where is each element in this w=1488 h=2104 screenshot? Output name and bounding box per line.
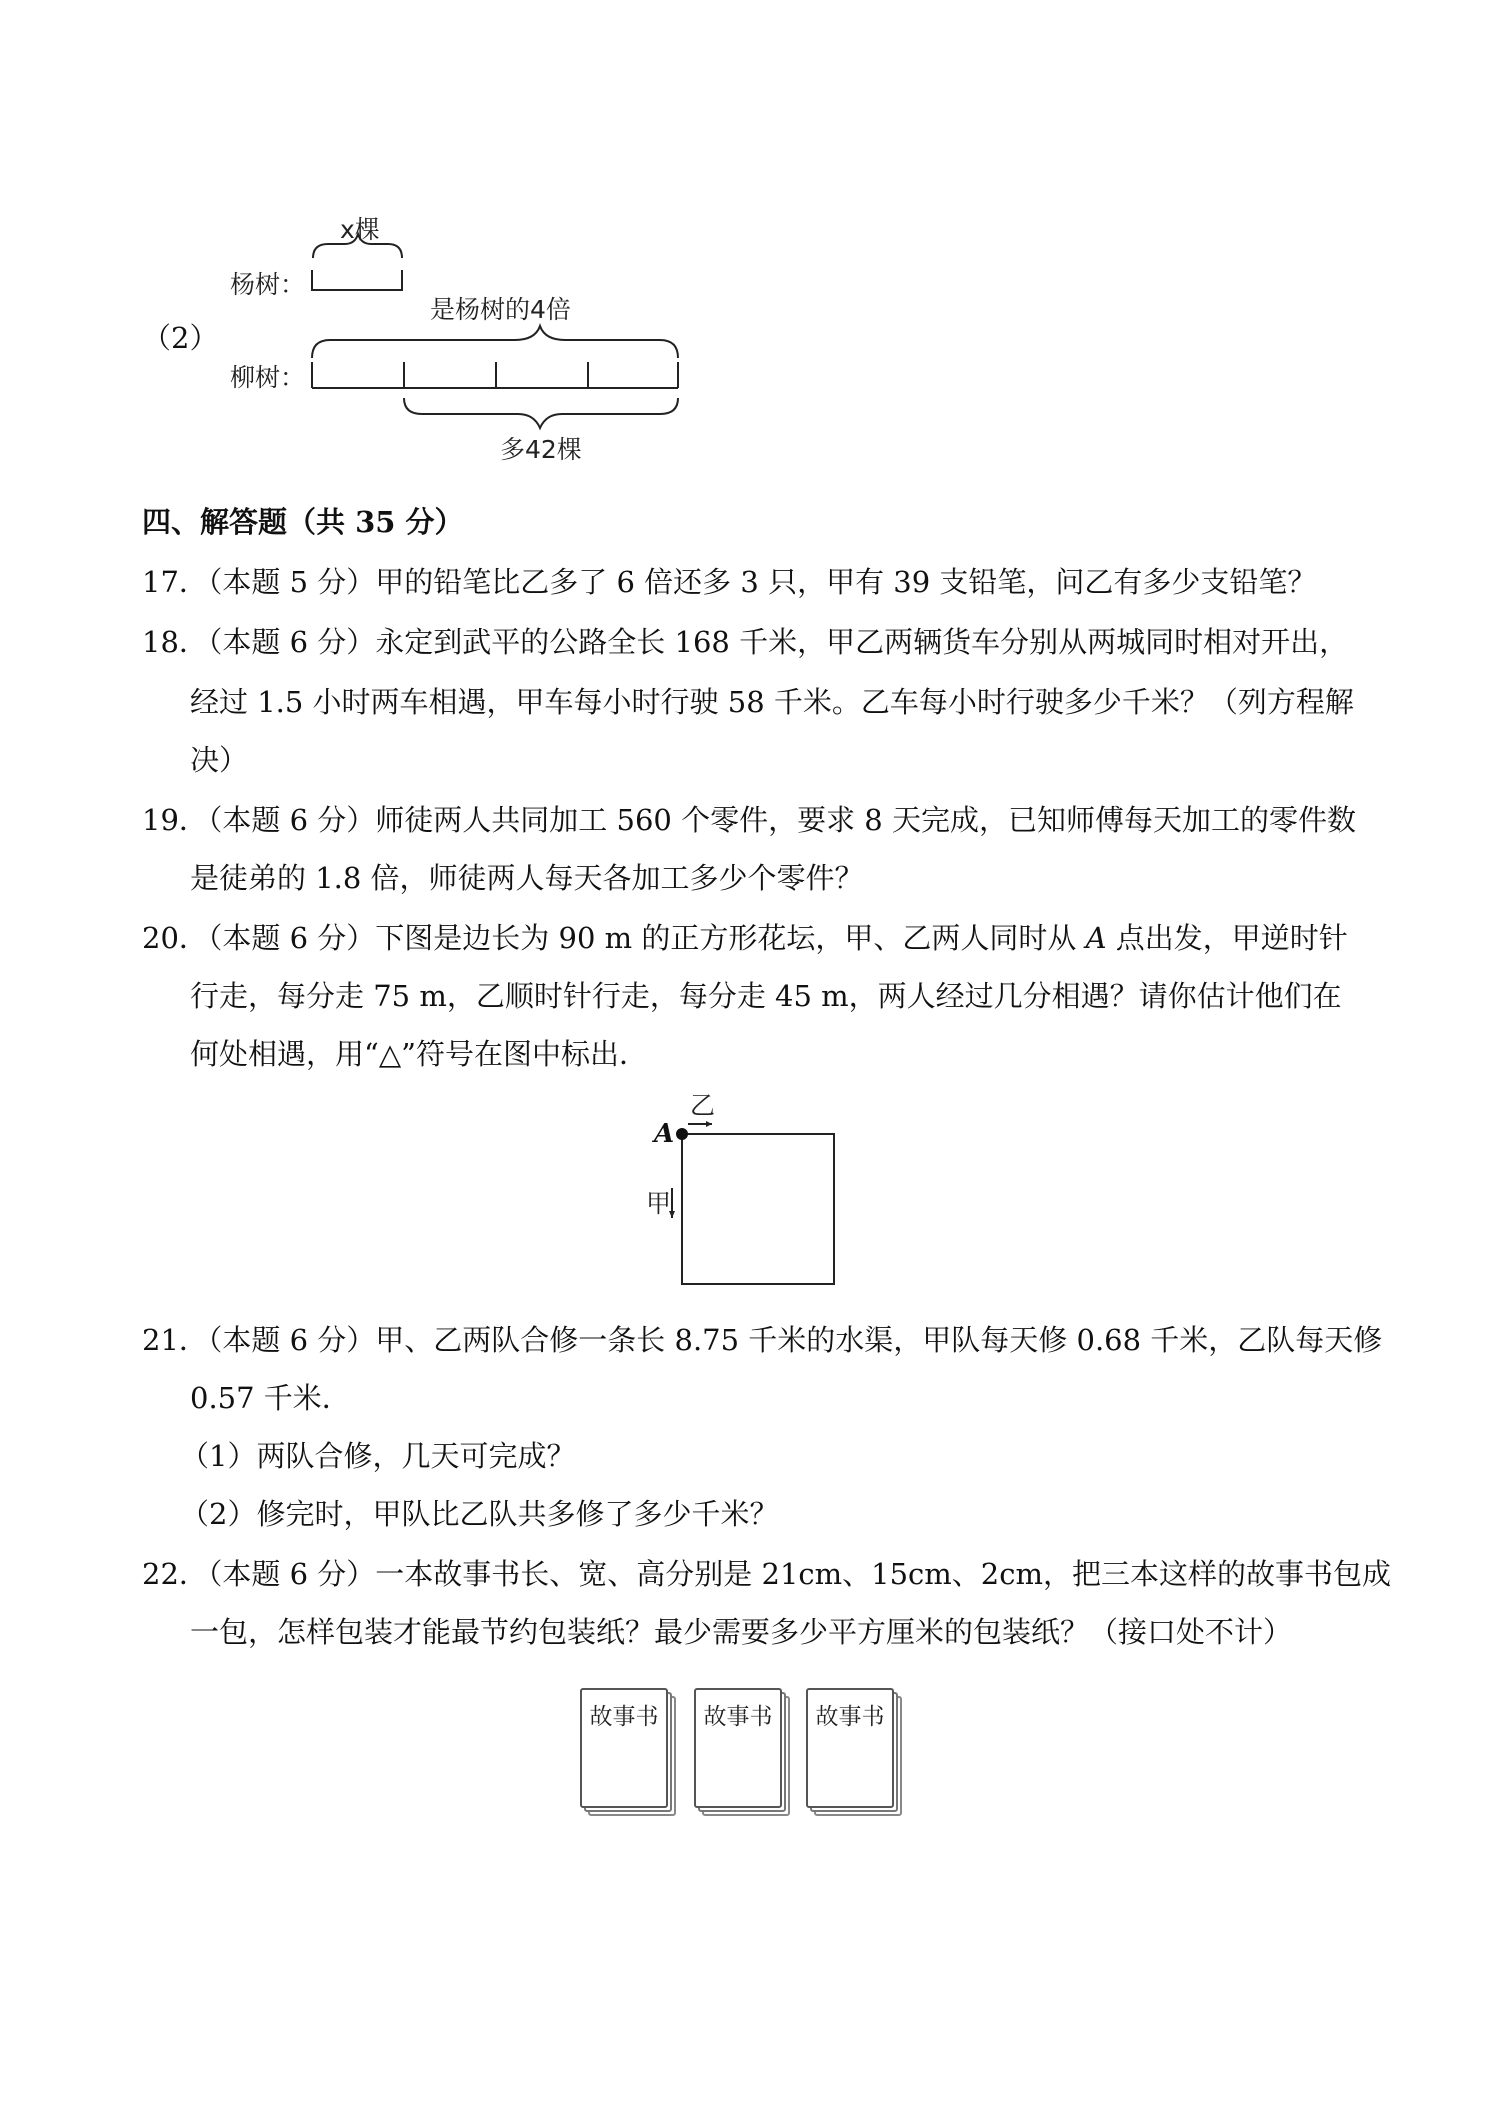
tree-diagram-lines xyxy=(0,0,1488,520)
question-19-line1: 19．（本题 6 分）师徒两人共同加工 560 个零件，要求 8 天完成，已知师傅每天加工的零件数 xyxy=(142,803,1356,837)
liu-tree-label: 柳树： xyxy=(230,363,306,392)
q20-text-c: 点出发，甲逆时针 xyxy=(1106,921,1348,955)
part-label: （2） xyxy=(142,321,219,355)
jia-label: 甲 xyxy=(646,1189,672,1218)
book-title: 故事书 xyxy=(815,1704,885,1730)
more-label: 多42棵 xyxy=(500,435,582,464)
yi-label: 乙 xyxy=(690,1091,716,1120)
square-garden xyxy=(682,1134,834,1284)
question-20-line3: 何处相遇，用“△”符号在图中标出． xyxy=(190,1037,648,1071)
q20-text-a: 20．（本题 6 分）下图是边长为 90 m 的正方形花坛，甲、乙两人同时从 xyxy=(142,921,1086,955)
question-18-line2: 经过 1.5 小时两车相遇，甲车每小时行驶 58 千米。乙车每小时行驶多少千米？（列方程解 xyxy=(190,685,1354,719)
question-22-line1: 22．（本题 6 分）一本故事书长、宽、高分别是 21cm、15cm、2cm，把三本这样的故事书包成 xyxy=(142,1557,1391,1591)
question-21-line2: 0.57 千米． xyxy=(190,1381,351,1415)
question-22-line2: 一包，怎样包装才能最节约包装纸？最少需要多少平方厘米的包装纸？（接口处不计） xyxy=(190,1615,1293,1649)
yang-tree-label: 杨树： xyxy=(230,270,306,299)
question-18-line1: 18．（本题 6 分）永定到武平的公路全长 168 千米，甲乙两辆货车分别从两城同时相对开出， xyxy=(142,625,1349,659)
question-20-line2: 行走，每分走 75 m，乙顺时针行走，每分走 45 m，两人经过几分相遇？请你估计他们在 xyxy=(190,979,1342,1013)
liu-times-brace xyxy=(312,326,678,358)
yang-segment xyxy=(312,270,402,290)
point-a-dot xyxy=(676,1128,688,1140)
question-17: 17．（本题 5 分）甲的铅笔比乙多了 6 倍还多 3 只，甲有 39 支铅笔，问乙有多少支铅笔？ xyxy=(142,565,1317,599)
question-19-line2: 是徒弟的 1.8 倍，师徒两人每天各加工多少个零件？ xyxy=(190,861,864,895)
book-title: 故事书 xyxy=(589,1704,659,1730)
section-heading: 四、解答题（共 35 分） xyxy=(142,505,464,539)
times-label: 是杨树的4倍 xyxy=(430,295,571,324)
yang-brace xyxy=(313,234,402,258)
question-21-sub1: （1）两队合修，几天可完成？ xyxy=(180,1439,576,1473)
question-21-line1: 21．（本题 6 分）甲、乙两队合修一条长 8.75 千米的水渠，甲队每天修 0.68 千米，乙队每天修 xyxy=(142,1323,1383,1357)
point-a-label: A xyxy=(654,1119,675,1149)
more-brace xyxy=(404,398,678,428)
question-20-line1 xyxy=(142,918,1348,958)
q20-point-a: A xyxy=(1085,921,1107,955)
x-trees-label: x棵 xyxy=(340,215,380,244)
book-title: 故事书 xyxy=(703,1704,773,1730)
question-21-sub2: （2）修完时，甲队比乙队共多修了多少千米？ xyxy=(180,1497,779,1531)
question-18-line3: 决） xyxy=(190,743,249,777)
